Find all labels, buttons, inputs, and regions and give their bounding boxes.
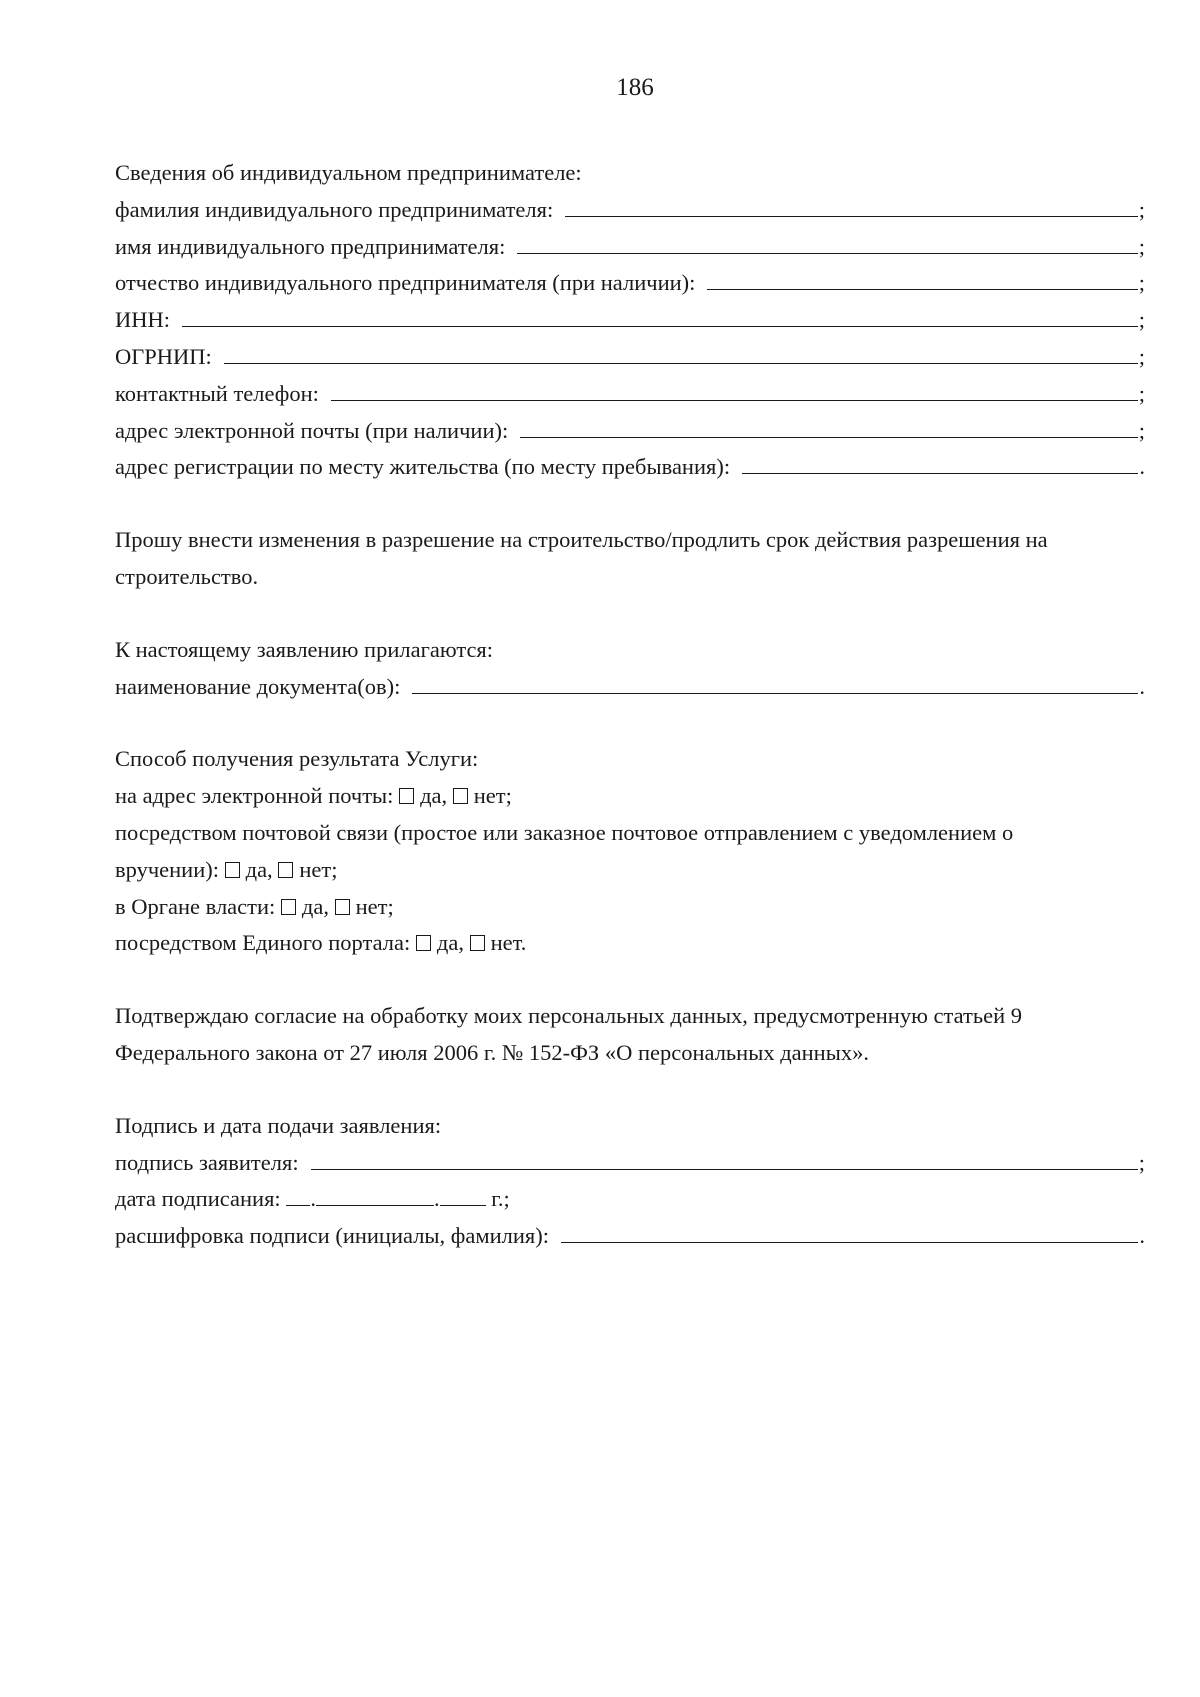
separator: ; xyxy=(387,893,394,919)
yes-label: да, xyxy=(301,893,329,919)
signature-blank[interactable] xyxy=(311,1145,1138,1170)
field-end: . xyxy=(1139,673,1145,699)
signature-decode-field xyxy=(115,1218,1145,1255)
documents-blank[interactable] xyxy=(412,669,1138,694)
page-number: 186 xyxy=(616,74,654,101)
inn-field xyxy=(115,302,1145,339)
email-field xyxy=(115,413,1145,450)
signing-date-field xyxy=(115,1181,1145,1218)
field-label: дата подписания: xyxy=(115,1186,281,1212)
registration-address-field xyxy=(115,449,1145,486)
phone-field xyxy=(115,376,1145,413)
delivery-post-option xyxy=(115,852,1145,889)
field-end: ; xyxy=(1138,196,1145,222)
date-day-blank[interactable] xyxy=(286,1185,310,1206)
field-label: адрес электронной почты (при наличии): xyxy=(115,417,509,443)
date-month-blank[interactable] xyxy=(316,1185,434,1206)
delivery-email-option xyxy=(115,778,1145,815)
checkbox-no[interactable] xyxy=(278,862,293,878)
field-label: расшифровка подписи (инициалы, фамилия): xyxy=(115,1223,550,1249)
field-label: ОГРНИП: xyxy=(115,343,212,369)
field-label: имя индивидуального предпринимателя: xyxy=(115,233,506,259)
field-end: ; xyxy=(1138,343,1145,369)
field-end: ; xyxy=(1138,380,1145,406)
final-period: . xyxy=(520,930,527,956)
ogrnip-blank[interactable] xyxy=(224,339,1138,364)
request-text-line-2: строительство. xyxy=(115,563,259,589)
checkbox-yes[interactable] xyxy=(416,935,431,951)
phone-blank[interactable] xyxy=(331,376,1138,401)
yes-label: да, xyxy=(420,783,448,809)
name-field xyxy=(115,229,1145,266)
separator: ; xyxy=(331,856,338,882)
application-form xyxy=(115,155,1145,1255)
option-label: на адрес электронной почты: xyxy=(115,783,394,809)
registration-address-blank[interactable] xyxy=(742,449,1138,474)
yes-label: да, xyxy=(436,930,464,956)
field-end: ; xyxy=(1138,417,1145,443)
surname-field xyxy=(115,192,1145,229)
field-end: ; xyxy=(1138,233,1145,259)
field-label: отчество индивидуального предпринимателя (при наличии): xyxy=(115,270,696,296)
entrepreneur-heading: Сведения об индивидуальном предпринимателе: xyxy=(115,160,582,185)
signature-decode-blank[interactable] xyxy=(561,1218,1138,1243)
no-label: нет xyxy=(299,856,332,882)
no-label: нет xyxy=(473,783,506,809)
separator: ; xyxy=(505,783,512,809)
field-label: контактный телефон: xyxy=(115,380,319,406)
option-label: посредством Единого портала: xyxy=(115,930,411,956)
name-blank[interactable] xyxy=(517,229,1137,254)
delivery-heading: Способ получения результата Услуги: xyxy=(115,746,479,772)
checkbox-no[interactable] xyxy=(453,788,468,804)
surname-blank[interactable] xyxy=(565,192,1138,217)
field-end: ; xyxy=(1138,307,1145,333)
patronymic-field xyxy=(115,265,1145,302)
attachments-heading: К настоящему заявлению прилагаются: xyxy=(115,636,494,662)
date-separator: . xyxy=(310,1186,316,1212)
option-label: в Органе власти: xyxy=(115,893,276,919)
date-separator: . xyxy=(433,1186,440,1212)
checkbox-yes[interactable] xyxy=(281,899,296,915)
consent-text-line-1: Подтверждаю согласие на обработку моих персональных данных, предусмотренную статьей 9 xyxy=(115,1003,1023,1029)
checkbox-no[interactable] xyxy=(470,935,485,951)
field-label: адрес регистрации по месту жительства (по месту пребывания): xyxy=(115,454,731,480)
field-end: ; xyxy=(1138,1149,1145,1175)
field-end: . xyxy=(1139,454,1145,480)
consent-text-line-2: Федерального закона от 27 июля 2006 г. № 152-ФЗ «О персональных данных». xyxy=(115,1039,869,1065)
signature-heading: Подпись и дата подачи заявления: xyxy=(115,1112,442,1138)
delivery-authority-option xyxy=(115,889,1145,926)
field-label: наименование документа(ов): xyxy=(115,673,401,699)
yes-label: да, xyxy=(245,856,273,882)
delivery-portal-option xyxy=(115,925,1145,962)
signature-field xyxy=(115,1145,1145,1182)
patronymic-blank[interactable] xyxy=(707,265,1137,290)
year-suffix: г.; xyxy=(491,1186,510,1212)
inn-blank[interactable] xyxy=(182,302,1138,327)
no-label: нет xyxy=(490,930,521,956)
ogrnip-field xyxy=(115,339,1145,376)
field-end: ; xyxy=(1138,270,1145,296)
field-end: . xyxy=(1139,1223,1145,1249)
field-label: ИНН: xyxy=(115,307,170,333)
date-year-blank[interactable] xyxy=(440,1185,486,1206)
checkbox-yes[interactable] xyxy=(399,788,414,804)
option-label: вручении): xyxy=(115,856,219,882)
checkbox-yes[interactable] xyxy=(225,862,240,878)
field-label: фамилия индивидуального предпринимателя: xyxy=(115,196,554,222)
no-label: нет xyxy=(355,893,388,919)
field-label: подпись заявителя: xyxy=(115,1149,299,1175)
checkbox-no[interactable] xyxy=(335,899,350,915)
email-blank[interactable] xyxy=(520,413,1138,438)
delivery-post-option-text: посредством почтовой связи (простое или заказное почтовое отправлением с уведомлением о xyxy=(115,819,1014,845)
request-text-line-1: Прошу внести изменения в разрешение на строительство/продлить срок действия разрешения на xyxy=(115,527,1048,553)
documents-field xyxy=(115,669,1145,706)
